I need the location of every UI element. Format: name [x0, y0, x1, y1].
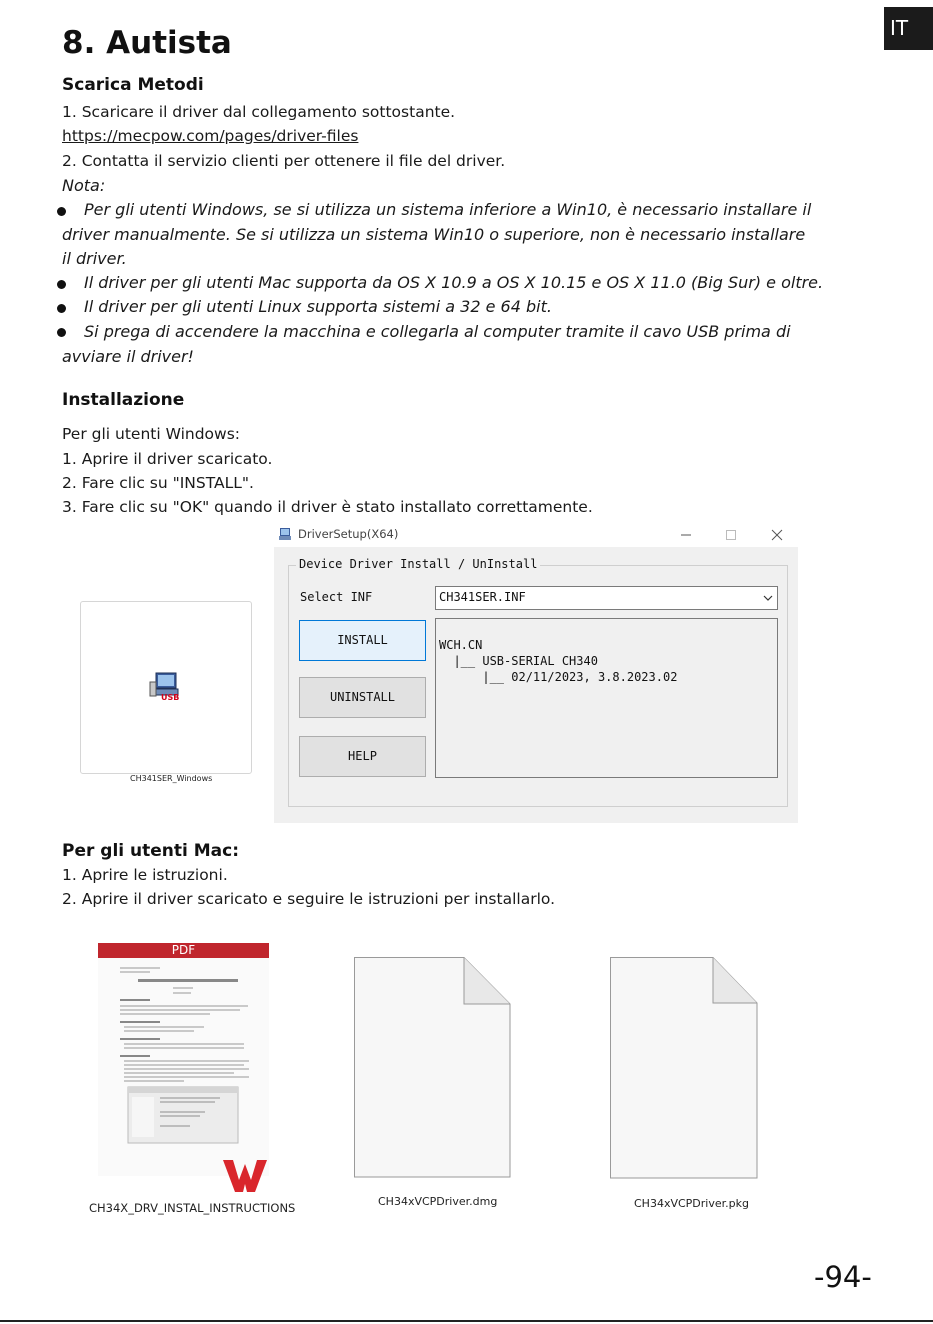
footer-divider: [0, 1320, 933, 1322]
driver-info-box: [435, 618, 778, 778]
dialog-title: DriverSetup(X64): [298, 527, 399, 541]
note-item: Il driver per gli utenti Linux supporta sistemi a 32 e 64 bit.: [84, 297, 552, 316]
windows-step: 1. Aprire il driver scaricato.: [62, 450, 273, 468]
windows-intro: Per gli utenti Windows:: [62, 425, 240, 443]
pkg-file-caption: CH34xVCPDriver.pkg: [634, 1197, 749, 1210]
dmg-file-icon[interactable]: [354, 957, 511, 1178]
help-button[interactable]: HELP: [299, 736, 426, 777]
windows-step: 2. Fare clic su "INSTALL".: [62, 474, 254, 492]
info-line: |__ USB-SERIAL CH340: [439, 654, 598, 668]
pdf-badge: PDF: [98, 943, 269, 958]
app-icon: [278, 527, 292, 541]
download-step-2: 2. Contatta il servizio clienti per ottenere il file del driver.: [62, 152, 506, 170]
pdf-file-icon[interactable]: [98, 943, 269, 1176]
language-tab: IT: [884, 7, 933, 50]
note-item: Si prega di accendere la macchina e collegarla al computer tramite il cavo USB prima di avviare il driver!: [62, 322, 791, 366]
group-label: Device Driver Install / UnInstall: [296, 557, 540, 571]
page-number: -94-: [814, 1260, 872, 1294]
download-heading: Scarica Metodi: [62, 75, 204, 95]
driver-link[interactable]: https://mecpow.com/pages/driver-files: [62, 127, 359, 145]
pdf-file-caption: CH34X_DRV_INSTAL_INSTRUCTIONS: [89, 1201, 296, 1215]
mac-step: 1. Aprire le istruzioni.: [62, 866, 228, 884]
note-item: Il driver per gli utenti Mac supporta da OS X 10.9 a OS X 10.15 e OS X 11.0 (Big Sur) e oltre.: [84, 273, 824, 292]
download-step-1: 1. Scaricare il driver dal collegamento sottostante.: [62, 103, 456, 121]
info-line: WCH.CN: [439, 638, 483, 652]
install-button[interactable]: INSTALL: [299, 620, 426, 661]
chevron-down-icon: [763, 594, 773, 602]
driver-file-card[interactable]: [80, 601, 252, 774]
dmg-file-caption: CH34xVCPDriver.dmg: [378, 1195, 498, 1208]
dialog-titlebar: [274, 523, 798, 547]
select-inf-label: Select INF: [300, 590, 373, 604]
section-title: 8. Autista: [62, 25, 232, 61]
note-label: Nota:: [62, 176, 106, 195]
inf-select-value: CH341SER.INF: [439, 590, 526, 604]
uninstall-button[interactable]: UNINSTALL: [299, 677, 426, 718]
pkg-file-icon[interactable]: [610, 957, 758, 1179]
mac-heading: Per gli utenti Mac:: [62, 841, 240, 861]
minimize-icon[interactable]: [680, 529, 692, 541]
mac-step: 2. Aprire il driver scaricato e seguire le istruzioni per installarlo.: [62, 890, 556, 908]
info-line: |__ 02/11/2023, 3.8.2023.02: [439, 670, 678, 684]
usb-badge: USB: [161, 693, 180, 702]
maximize-icon[interactable]: [725, 529, 737, 541]
inf-select[interactable]: [435, 586, 778, 610]
install-heading: Installazione: [62, 390, 185, 410]
windows-step: 3. Fare clic su "OK" quando il driver è stato installato correttamente.: [62, 498, 593, 516]
wps-logo-icon: [221, 1158, 269, 1194]
close-icon[interactable]: [771, 529, 783, 541]
note-item: Per gli utenti Windows, se si utilizza un sistema inferiore a Win10, è necessario installare il driver manualmente. Se si utilizza un sistema Win10 o superiore, non è necessario installare il driver.: [62, 200, 812, 268]
document-preview-icon: [118, 965, 253, 1145]
driver-file-caption: CH341SER_Windows: [130, 774, 213, 783]
